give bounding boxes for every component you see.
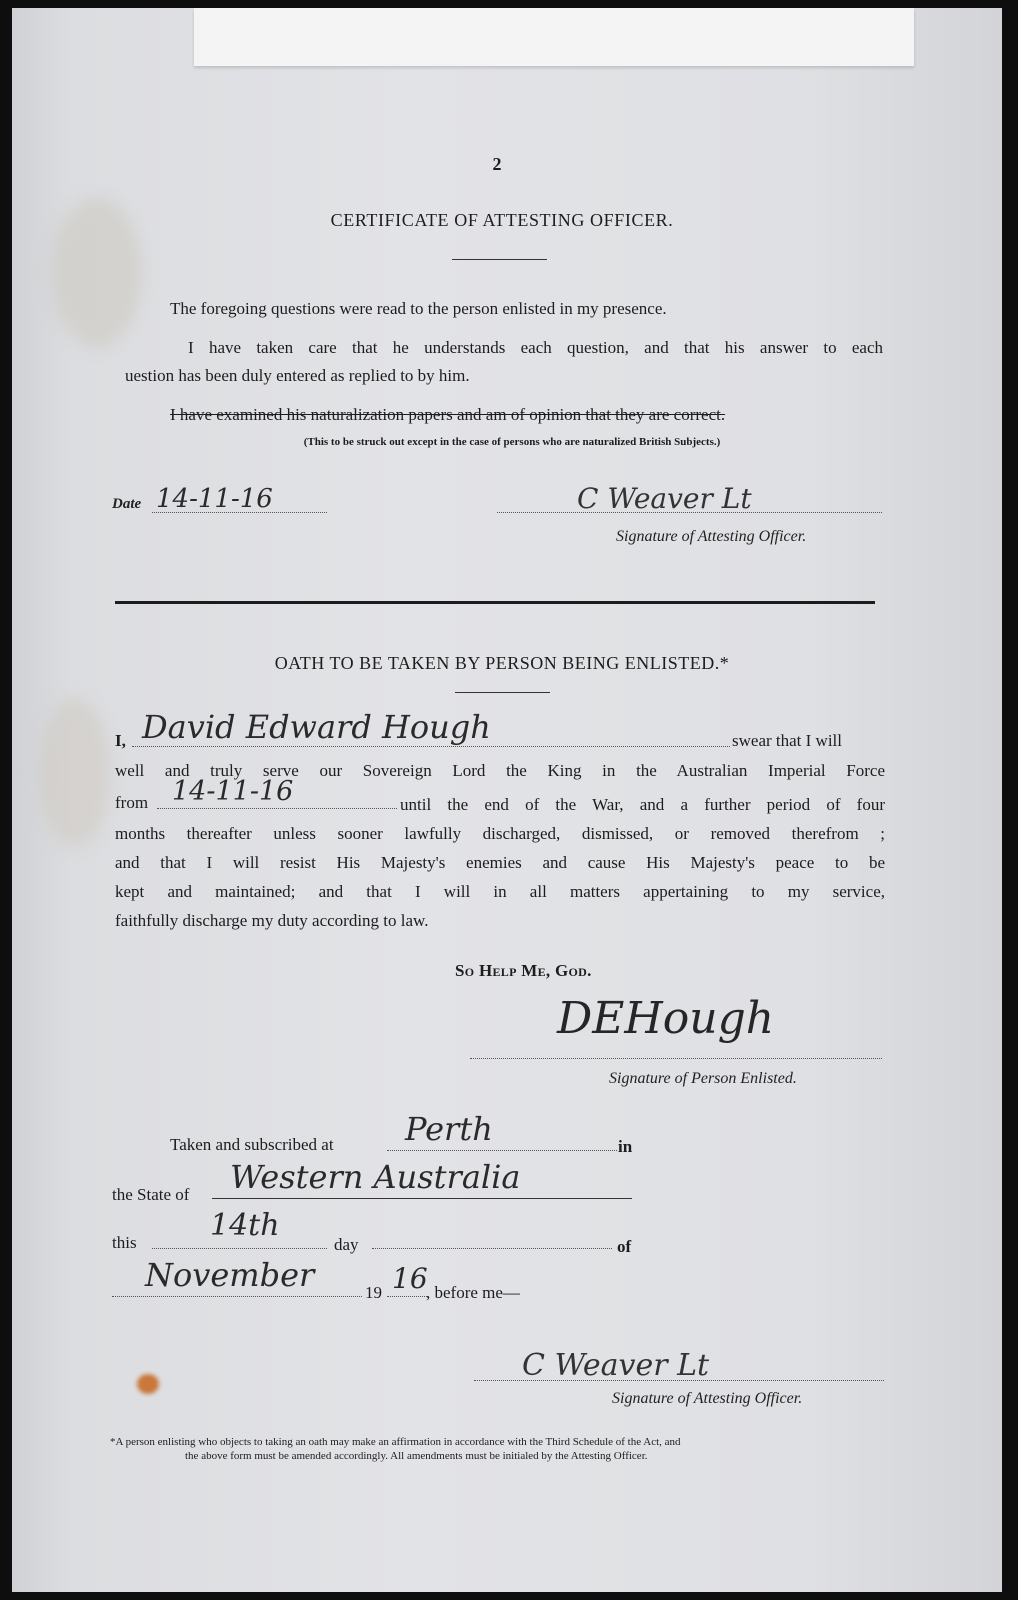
date-handwritten: 14-11-16 [156, 484, 273, 514]
person-signature-handwritten: DEHough [557, 993, 775, 1044]
day-label: day [334, 1235, 359, 1254]
state-field-line [212, 1198, 632, 1199]
oath-line-6: kept and maintained; and that I will in all matters appertaining to my service, [115, 882, 885, 901]
state-label: the State of [112, 1185, 190, 1204]
in-label: in [618, 1137, 633, 1156]
footnote-line-1: *A person enlisting who objects to taking an oath may make an affirmation in accordance with the Third Schedule of the Act, and [110, 1436, 681, 1448]
place-handwritten: Perth [405, 1110, 493, 1148]
oath-i-label: I, [115, 731, 126, 750]
officer-signature-handwritten: C Weaver Lt [577, 482, 752, 515]
month-field-line [112, 1296, 362, 1297]
oath-line-1-end: swear that I will [732, 731, 842, 750]
oath-line-4: months thereafter unless sooner lawfully discharged, dismissed, or removed therefrom ; [115, 824, 885, 843]
oath-closing: So Help Me, God. [455, 961, 592, 980]
year-prefix: 19 [365, 1283, 382, 1302]
oath-title: OATH TO BE TAKEN BY PERSON BEING ENLISTED.* [274, 653, 730, 673]
title-divider [452, 259, 547, 260]
oath-line-2: well and truly serve our Sovereign Lord the King in the Australian Imperial Force [115, 761, 885, 780]
before-me-label: , before me— [426, 1283, 520, 1302]
paper-stain [40, 698, 110, 848]
taken-subscribed-label: Taken and subscribed at [170, 1135, 334, 1154]
paper-stain [52, 198, 142, 348]
date-label: Date [112, 496, 142, 512]
certificate-line-2a: I have taken care that he understands each question, and that his answer to each [188, 338, 883, 357]
enlistee-name-handwritten: David Edward Hough [142, 708, 491, 746]
oath-line-7: faithfully discharge my duty according to law. [115, 911, 429, 930]
officer-signature-caption: Signature of Attesting Officer. [616, 528, 807, 545]
day-field-line [152, 1248, 327, 1249]
paper-tab [194, 8, 914, 66]
final-officer-signature-handwritten: C Weaver Lt [522, 1348, 710, 1383]
this-label: this [112, 1233, 137, 1252]
certificate-title: CERTIFICATE OF ATTESTING OFFICER. [330, 210, 674, 230]
of-label: of [617, 1237, 632, 1256]
document-page [12, 8, 1002, 1592]
oath-divider [455, 692, 550, 693]
state-handwritten: Western Australia [230, 1158, 521, 1196]
from-date-handwritten: 14-11-16 [172, 776, 294, 807]
certificate-line-1: The foregoing questions were read to the person enlisted in my presence. [170, 299, 667, 318]
oath-line-3-end: until the end of the War, and a further period of four [400, 795, 885, 814]
final-officer-signature-line [474, 1380, 884, 1381]
page-number: 2 [492, 154, 502, 174]
final-officer-signature-caption: Signature of Attesting Officer. [612, 1390, 803, 1407]
footnote-line-2: the above form must be amended accordingly. All amendments must be initialed by the Attesting Officer. [185, 1450, 648, 1462]
oath-from-label: from [115, 793, 149, 812]
place-field-line [387, 1150, 617, 1151]
year-handwritten: 16 [392, 1262, 428, 1295]
name-field-line [132, 746, 730, 747]
from-field-line [157, 808, 397, 809]
struck-naturalization-line: I have examined his naturalization papers and am of opinion that they are correct. [170, 405, 726, 424]
person-signature-line [470, 1058, 882, 1059]
month-handwritten: November [145, 1256, 315, 1294]
section-divider [115, 601, 875, 604]
paper-stain [137, 1374, 159, 1394]
person-signature-caption: Signature of Person Enlisted. [609, 1070, 797, 1087]
struck-line-note: (This to be struck out except in the case of persons who are naturalized British Subjects.) [303, 436, 721, 448]
month-pre-line [372, 1248, 612, 1249]
day-handwritten: 14th [210, 1208, 280, 1243]
year-field-line [387, 1296, 427, 1297]
oath-line-5: and that I will resist His Majesty's enemies and cause His Majesty's peace to be [115, 853, 885, 872]
certificate-line-2b: uestion has been duly entered as replied to by him. [125, 366, 470, 385]
